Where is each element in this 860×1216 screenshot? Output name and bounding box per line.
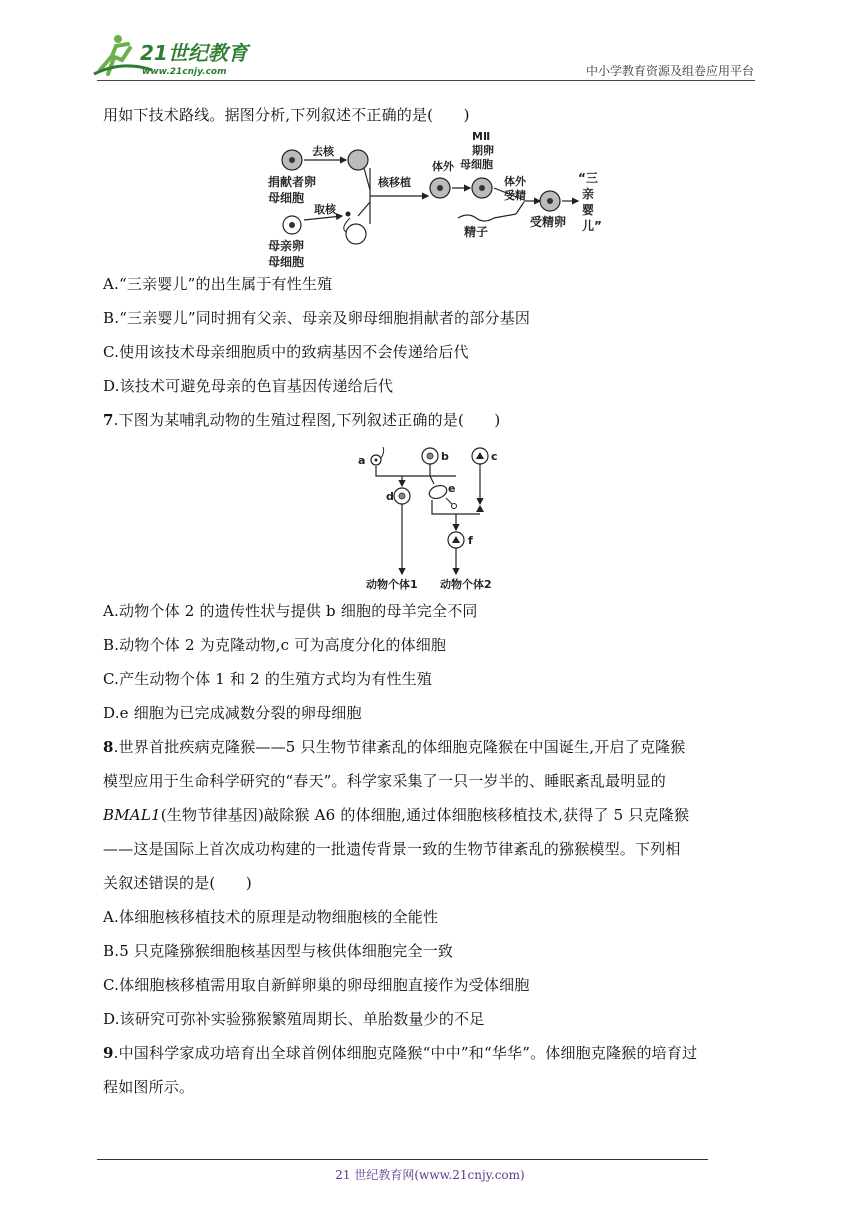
cell-e [427, 483, 448, 500]
q9-line-1-text: .中国科学家成功培育出全球首例体细胞克隆猴“中中”和“华华”。体细胞克隆猴的培育过 [113, 1044, 698, 1062]
gene-name: BMAL1 [103, 806, 161, 824]
donor-egg-cell [282, 150, 302, 170]
q8-option-a: A.体细胞核移植技术的原理是动物细胞核的全能性 [103, 908, 439, 926]
label-d: d [386, 490, 394, 503]
nuclear-transfer-label: 核移植 [378, 176, 411, 189]
logo-text: 21世纪教育 [140, 41, 248, 65]
baby-label-1: “三 [578, 171, 598, 185]
label-a: a [358, 454, 366, 467]
nucleus-dot [346, 212, 351, 217]
cell-a-sperm [371, 447, 384, 465]
fertilize-label-1: 体外 [504, 175, 526, 188]
mii-label-2: 期卵 [472, 144, 494, 157]
header-divider [97, 80, 755, 81]
label-b: b [441, 450, 449, 463]
enucleated-egg [348, 150, 368, 170]
cell-c [472, 448, 488, 464]
footer-divider [97, 1159, 708, 1160]
remaining-cell [346, 224, 366, 244]
q9-number: 9 [103, 1044, 114, 1062]
mother-label-2: 母细胞 [268, 255, 305, 268]
culture-label-1: 体外 [432, 160, 454, 173]
mii-label-3: 母细胞 [460, 158, 493, 171]
fertilize-label-2: 受精 [504, 189, 526, 202]
q7-stem-text: .下图为某哺乳动物的生殖过程图,下列叙述正确的是( ) [113, 411, 501, 429]
label-e: e [448, 482, 456, 495]
animal-1-label: 动物个体1 [366, 578, 418, 591]
intro-line: 用如下技术路线。据图分析,下列叙述不正确的是( ) [103, 106, 470, 124]
q8-stem-line-3 [103, 805, 689, 825]
take-nucleus-label: 取核 [314, 203, 336, 216]
baby-label-4: 儿” [582, 219, 602, 233]
q8-option-c: C.体细胞核移植需用取自新鲜卵巢的卵母细胞直接作为受体细胞 [103, 976, 530, 994]
label-c: c [491, 450, 498, 463]
q6-option-a: A.“三亲婴儿”的出生属于有性生殖 [103, 275, 333, 293]
mii-label-1: MⅡ [472, 130, 491, 143]
q6-option-c: C.使用该技术母亲细胞质中的致病基因不会传递给后代 [103, 343, 469, 361]
q8-stem-line-1 [103, 737, 686, 757]
logo-url: www.21cnjy.com [142, 67, 227, 77]
label-f: f [468, 534, 473, 547]
animal-2-label: 动物个体2 [440, 578, 492, 591]
q8-stem-line-5: 关叙述错误的是( ) [103, 874, 252, 892]
header-platform-name: 中小学教育资源及组卷应用平台 [585, 64, 754, 78]
q7-number: 7 [103, 411, 114, 429]
q7-option-d: D.e 细胞为已完成减数分裂的卵母细胞 [103, 704, 362, 722]
figure-three-parent-baby [260, 128, 605, 268]
sperm-label: 精子 [464, 225, 489, 239]
cell-f [448, 532, 464, 548]
footer-text: 21 世纪教育网(www.21cnjy.com) [335, 1168, 525, 1182]
donor-label-1: 捐献者卵 [268, 175, 317, 189]
q8-line-1-text: .世界首批疾病克隆猴——5 只生物节律紊乱的体细胞克隆猴在中国诞生,开启了克隆猴 [113, 738, 686, 756]
q8-stem-line-2: 模型应用于生命科学研究的“春天”。科学家采集了一只一岁半的、睡眠紊乱最明显的 [103, 772, 666, 790]
mother-egg-cell [283, 216, 301, 234]
q6-option-b: B.“三亲婴儿”同时拥有父亲、母亲及卵母细胞捐献者的部分基因 [103, 309, 531, 327]
baby-label-2: 亲 [582, 187, 595, 201]
q8-option-b: B.5 只克隆猕猴细胞核基因型与核供体细胞完全一致 [103, 942, 454, 960]
zygote-cell [540, 191, 560, 211]
q8-number: 8 [103, 738, 114, 756]
q7-option-b: B.动物个体 2 为克隆动物,c 可为高度分化的体细胞 [103, 636, 447, 654]
q9-stem-line-2: 程如图所示。 [103, 1078, 195, 1096]
mother-label-1: 母亲卵 [268, 239, 305, 253]
q9-stem-line-1 [103, 1043, 697, 1063]
cell-d-zygote [394, 488, 410, 504]
q6-option-d: D.该技术可避免母亲的色盲基因传递给后代 [103, 377, 394, 395]
q7-option-a: A.动物个体 2 的遗传性状与提供 b 细胞的母羊完全不同 [103, 602, 478, 620]
zygote-label: 受精卵 [530, 215, 567, 229]
q7-stem [103, 410, 500, 430]
donor-label-2: 母细胞 [268, 191, 305, 205]
baby-label-3: 婴 [582, 203, 595, 217]
q8-stem-line-4: ——这是国际上首次成功构建的一批遗传背景一致的生物节律紊乱的猕猴模型。下列相 [103, 840, 681, 858]
mii-oocyte [472, 178, 492, 198]
figure-reproduction-process [352, 442, 522, 592]
q7-option-c: C.产生动物个体 1 和 2 的生殖方式均为有性生殖 [103, 670, 433, 688]
remove-nucleus-label: 去核 [312, 145, 334, 158]
q8-line-3-text: (生物节律基因)敲除猴 A6 的体细胞,通过体细胞核移植技术,获得了 5 只克隆猴 [160, 806, 690, 824]
site-logo [92, 30, 262, 80]
cell-b-egg [422, 448, 438, 464]
reconstructed-cell [430, 178, 450, 198]
q8-option-d: D.该研究可弥补实验猕猴繁殖周期长、单胎数量少的不足 [103, 1010, 485, 1028]
